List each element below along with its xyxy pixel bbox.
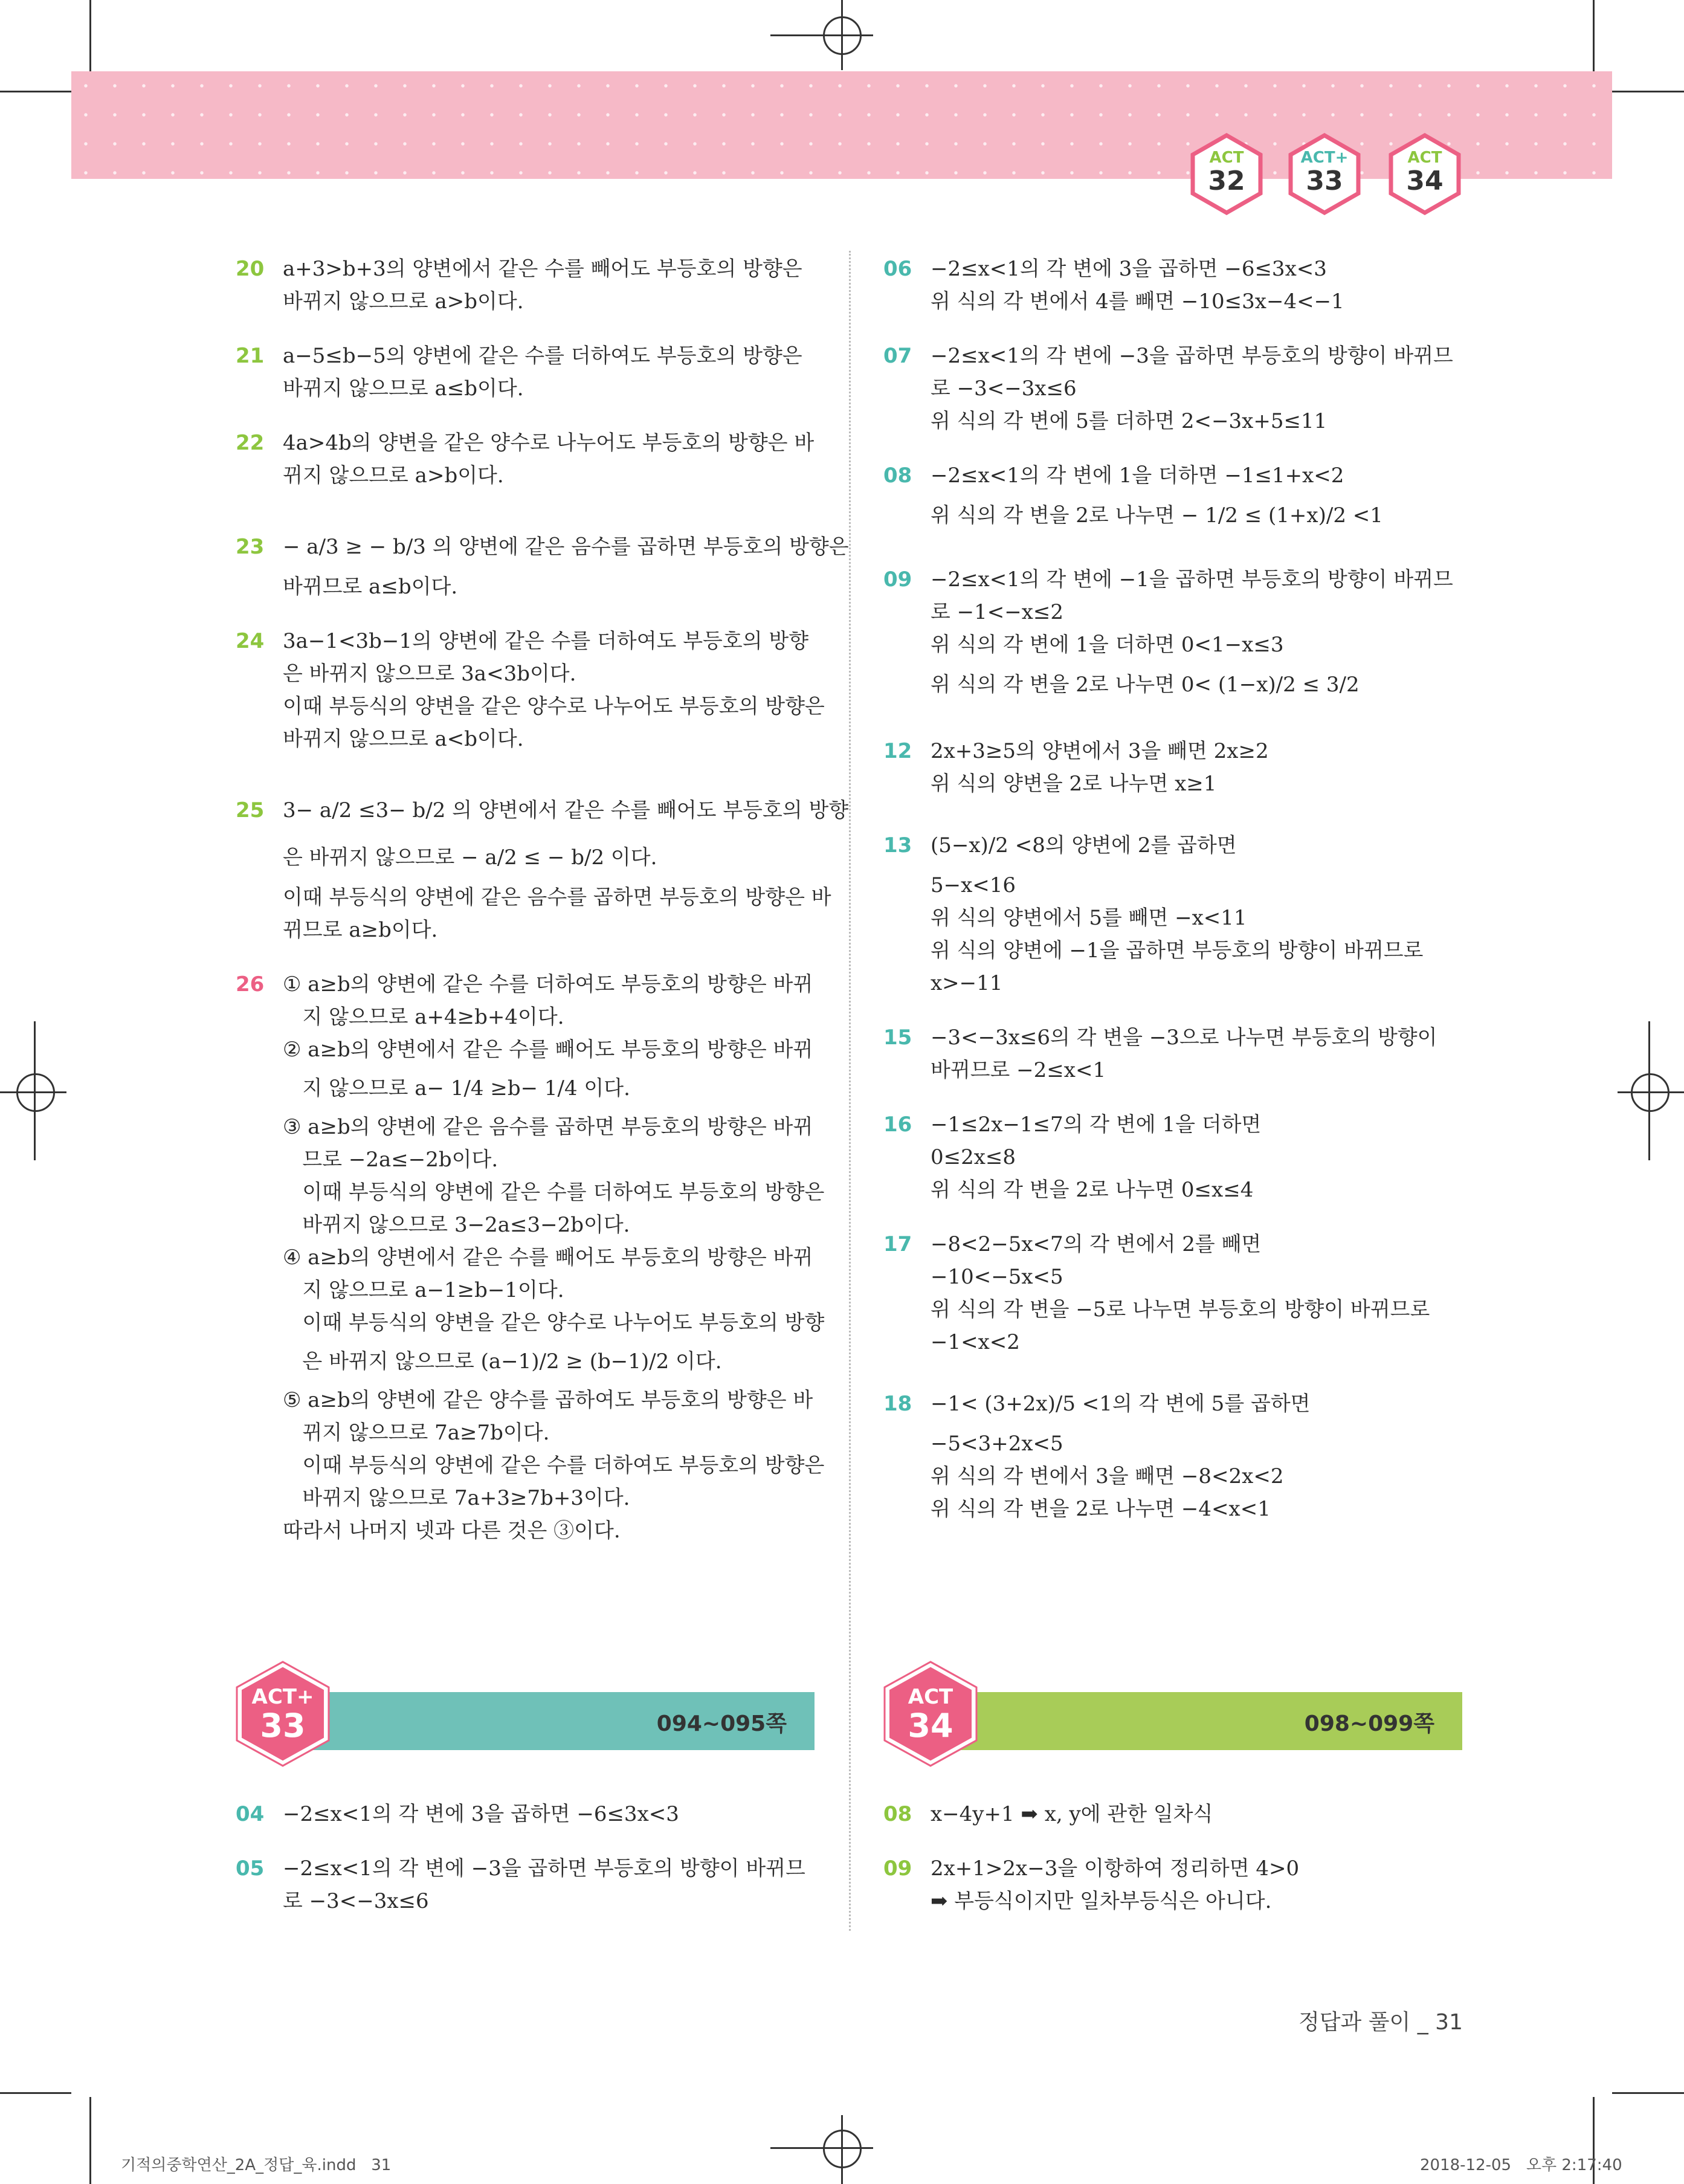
item-line: 4a>4b의 양변을 같은 양수로 나누어도 부등호의 방향은 바	[283, 431, 815, 455]
item-number: 08	[883, 1802, 912, 1826]
item-line: 이때 부등식의 양변에 같은 수를 더하여도 부등호의 방향은	[283, 1453, 825, 1478]
item-line: 지 않으므로 a−1≥b−1이다.	[283, 1278, 564, 1302]
item-number: 18	[883, 1392, 912, 1416]
answer-item	[883, 253, 1476, 318]
item-line: −5<3+2x<5	[931, 1432, 1063, 1456]
header-badge-act32	[1189, 133, 1264, 215]
item-number: 21	[236, 344, 265, 368]
answer-item	[883, 1228, 1476, 1359]
item-number: 22	[236, 431, 265, 455]
item-line: 바뀌지 않으므로 3−2a≤3−2b이다.	[283, 1213, 630, 1237]
item-line: 므로 −2a≤−2b이다.	[283, 1148, 498, 1172]
item-line: 로 −1<−x≤2	[931, 600, 1064, 624]
section34-items	[883, 1798, 1476, 1917]
item-number: 17	[883, 1232, 912, 1256]
item-line: 5−x<16	[931, 873, 1016, 897]
item-line: 2x+3≥5의 양변에서 3을 빼면 2x≥2	[931, 739, 1269, 763]
item-number: 23	[236, 535, 265, 559]
item-line: 위 식의 각 변에 5를 더하면 2<−3x+5≤11	[931, 409, 1328, 433]
item-line: −1<x<2	[931, 1330, 1020, 1354]
item-line: −1< (3+2x)/5 <1의 각 변에 5를 곱하면	[931, 1392, 1311, 1416]
item-line: 위 식의 양변을 2로 나누면 x≥1	[931, 772, 1217, 796]
crop-mark	[1593, 0, 1595, 71]
item-line: −2≤x<1의 각 변에 −1을 곱하면 부등호의 방향이 바뀌므	[931, 567, 1453, 592]
item-line: ③ a≥b의 양변에 같은 음수를 곱하면 부등호의 방향은 바뀌	[283, 1115, 813, 1139]
item-line: 위 식의 각 변을 2로 나누면 0< (1−x)/2 ≤ 3/2	[931, 673, 1360, 697]
item-line: 위 식의 각 변을 2로 나누면 0≤x≤4	[931, 1178, 1254, 1202]
item-line: 뀌므로 a≥b이다.	[283, 918, 438, 942]
item-line: a−5≤b−5의 양변에 같은 수를 더하여도 부등호의 방향은	[283, 344, 802, 368]
item-line: 뀌지 않으므로 7a≥7b이다.	[283, 1421, 550, 1445]
item-line: 바뀌지 않으므로 a>b이다.	[283, 289, 524, 314]
crop-mark	[1612, 2092, 1684, 2094]
column-divider	[849, 251, 851, 1931]
item-line: 위 식의 양변에서 5를 빼면 −x<11	[931, 906, 1247, 930]
item-line: 지 않으므로 a+4≥b+4이다.	[283, 1005, 564, 1029]
item-number: 07	[883, 344, 912, 368]
badge-label: ACT	[1407, 149, 1442, 167]
section33-items	[236, 1798, 828, 1917]
item-line: 3a−1<3b−1의 양변에 같은 수를 더하여도 부등호의 방향	[283, 629, 809, 653]
item-line: −10<−5x<5	[931, 1265, 1063, 1289]
item-line: −2≤x<1의 각 변에 1을 더하면 −1≤1+x<2	[931, 464, 1344, 488]
crop-mark	[1612, 91, 1684, 92]
header-band	[71, 71, 1612, 179]
item-line: 0≤2x≤8	[931, 1145, 1016, 1169]
item-number: 09	[883, 1856, 912, 1881]
crop-mark	[0, 91, 71, 92]
item-line: −1≤2x−1≤7의 각 변에 1을 더하면	[931, 1113, 1262, 1137]
item-line: 위 식의 양변에 −1을 곱하면 부등호의 방향이 바뀌므로	[931, 939, 1424, 963]
item-line: −2≤x<1의 각 변에 −3을 곱하면 부등호의 방향이 바뀌므	[931, 344, 1453, 368]
item-line: 로 −3<−3x≤6	[283, 1889, 429, 1913]
answer-item	[883, 1798, 1476, 1830]
item-line: 은 바뀌지 않으므로 3a<3b이다.	[283, 662, 576, 686]
item-line: 3− a/2 ≤3− b/2 의 양변에서 같은 수를 빼어도 부등호의 방향	[283, 798, 849, 822]
section-badge-number: 33	[260, 1707, 306, 1745]
item-line: ④ a≥b의 양변에서 같은 수를 빼어도 부등호의 방향은 바뀌	[283, 1245, 813, 1270]
item-number: 26	[236, 972, 265, 997]
left-column	[236, 253, 849, 1547]
registration-circle	[823, 16, 862, 55]
answer-item	[883, 340, 1476, 438]
registration-circle	[1631, 1073, 1669, 1112]
item-line: 이때 부등식의 양변에 같은 수를 더하여도 부등호의 방향은	[283, 1180, 825, 1204]
item-line: 은 바뀌지 않으므로 (a−1)/2 ≥ (b−1)/2 이다.	[283, 1349, 722, 1374]
item-line: x−4y+1 ➡ x, y에 관한 일차식	[931, 1802, 1213, 1826]
answer-item	[236, 968, 828, 1547]
item-line: ① a≥b의 양변에 같은 수를 더하여도 부등호의 방향은 바뀌	[283, 972, 813, 997]
answer-item	[883, 1380, 1476, 1525]
section-badge-label: ACT	[908, 1685, 953, 1709]
item-line: 바뀌지 않으므로 7a+3≥7b+3이다.	[283, 1486, 630, 1510]
item-line: −3<−3x≤6의 각 변을 −3으로 나누면 부등호의 방향이	[931, 1026, 1437, 1050]
crop-mark	[0, 2092, 71, 2094]
item-number: 15	[883, 1026, 912, 1050]
item-line: −2≤x<1의 각 변에 3을 곱하면 −6≤3x<3	[931, 257, 1327, 281]
item-number: 25	[236, 798, 265, 822]
item-line: 바뀌므로 a≤b이다.	[283, 575, 458, 599]
badge-number: 32	[1208, 166, 1245, 196]
badge-label: ACT+	[1300, 149, 1349, 167]
right-column	[883, 253, 1476, 1525]
section-bar-act34	[931, 1692, 1462, 1750]
item-line: 위 식의 각 변에 1을 더하면 0<1−x≤3	[931, 633, 1284, 657]
page-number-label: 정답과 풀이 _ 31	[1298, 2010, 1463, 2035]
item-line: ⑤ a≥b의 양변에 같은 양수를 곱하여도 부등호의 방향은 바	[283, 1388, 813, 1412]
item-number: 12	[883, 739, 912, 763]
answer-item	[236, 427, 828, 492]
answer-item	[236, 1852, 828, 1917]
item-line: 따라서 나머지 넷과 다른 것은 ③이다.	[283, 1519, 621, 1543]
item-line: 지 않으므로 a− 1/4 ≥b− 1/4 이다.	[283, 1076, 630, 1100]
item-number: 05	[236, 1856, 265, 1881]
badge-number: 34	[1406, 166, 1444, 196]
answer-item	[883, 822, 1476, 1000]
badge-label: ACT	[1209, 149, 1244, 167]
answer-item	[883, 1108, 1476, 1206]
item-number: 20	[236, 257, 265, 281]
section-badge-number: 34	[908, 1707, 953, 1745]
answer-item	[236, 625, 828, 755]
item-line: 로 −3<−3x≤6	[931, 376, 1077, 401]
print-timestamp: 2018-12-05 오후 2:17:40	[1420, 2156, 1622, 2174]
item-line: 위 식의 각 변에서 3을 빼면 −8<2x<2	[931, 1464, 1284, 1488]
item-line: 위 식의 각 변을 −5로 나누면 부등호의 방향이 바뀌므로	[931, 1297, 1430, 1322]
item-line: −2≤x<1의 각 변에 −3을 곱하면 부등호의 방향이 바뀌므	[283, 1856, 805, 1881]
answer-item	[236, 1798, 828, 1830]
header-badge-act33	[1287, 133, 1362, 215]
item-line: 위 식의 각 변에서 4를 빼면 −10≤3x−4<−1	[931, 289, 1344, 314]
item-number: 16	[883, 1113, 912, 1137]
answer-item	[883, 735, 1476, 800]
registration-circle	[823, 2130, 862, 2168]
section-pages: 098~099쪽	[1304, 1711, 1434, 1736]
registration-circle	[16, 1073, 55, 1112]
item-line: a+3>b+3의 양변에서 같은 수를 빼어도 부등호의 방향은	[283, 257, 802, 281]
item-line: 바뀌지 않으므로 a≤b이다.	[283, 376, 524, 401]
item-line: 이때 부등식의 양변에 같은 음수를 곱하면 부등호의 방향은 바	[283, 885, 831, 909]
answer-item	[236, 253, 828, 318]
item-line: 2x+1>2x−3을 이항하여 정리하면 4>0	[931, 1856, 1300, 1881]
item-line: 은 바뀌지 않으므로 − a/2 ≤ − b/2 이다.	[283, 845, 657, 870]
answer-item	[236, 340, 828, 405]
item-line: 이때 부등식의 양변을 같은 양수로 나누어도 부등호의 방향은	[283, 694, 825, 719]
badge-number: 33	[1306, 166, 1343, 196]
answer-item	[236, 523, 849, 603]
item-number: 13	[883, 833, 912, 858]
item-number: 24	[236, 629, 265, 653]
item-line: (5−x)/2 <8의 양변에 2를 곱하면	[931, 833, 1237, 858]
section-bar-act33	[284, 1692, 815, 1750]
header-badge-act34	[1387, 133, 1462, 215]
crop-mark	[89, 0, 91, 71]
answer-item	[883, 1021, 1476, 1087]
item-line: 뀌지 않으므로 a>b이다.	[283, 464, 504, 488]
item-line: x>−11	[931, 971, 1003, 995]
item-number: 04	[236, 1802, 265, 1826]
item-line: 바뀌므로 −2≤x<1	[931, 1058, 1106, 1082]
answer-item	[883, 459, 1476, 539]
print-file-name: 기적의중학연산_2A_정답_육.indd 31	[121, 2156, 392, 2174]
section-badge-act33	[234, 1661, 331, 1767]
item-number: 08	[883, 464, 912, 488]
section-badge-label: ACT+	[251, 1685, 314, 1709]
item-line: 바뀌지 않으므로 a<b이다.	[283, 727, 524, 751]
item-line: 이때 부등식의 양변을 같은 양수로 나누어도 부등호의 방향	[283, 1311, 825, 1335]
item-line: −8<2−5x<7의 각 변에서 2를 빼면	[931, 1232, 1262, 1256]
item-line: 위 식의 각 변을 2로 나누면 −4<x<1	[931, 1497, 1271, 1521]
item-line: ② a≥b의 양변에서 같은 수를 빼어도 부등호의 방향은 바뀌	[283, 1038, 813, 1062]
section-badge-act34	[882, 1661, 979, 1767]
crop-mark	[89, 2097, 91, 2184]
answer-item	[236, 787, 849, 946]
answer-item	[883, 1852, 1476, 1917]
item-number: 06	[883, 257, 912, 281]
item-line: − a/3 ≥ − b/3 의 양변에 같은 음수를 곱하면 부등호의 방향은	[283, 535, 849, 559]
item-line: ➡ 부등식이지만 일차부등식은 아니다.	[931, 1889, 1272, 1913]
item-line: −2≤x<1의 각 변에 3을 곱하면 −6≤3x<3	[283, 1802, 679, 1826]
item-line: 위 식의 각 변을 2로 나누면 − 1/2 ≤ (1+x)/2 <1	[931, 503, 1383, 528]
section-pages: 094~095쪽	[656, 1711, 787, 1736]
item-number: 09	[883, 567, 912, 592]
answer-item	[883, 563, 1476, 708]
